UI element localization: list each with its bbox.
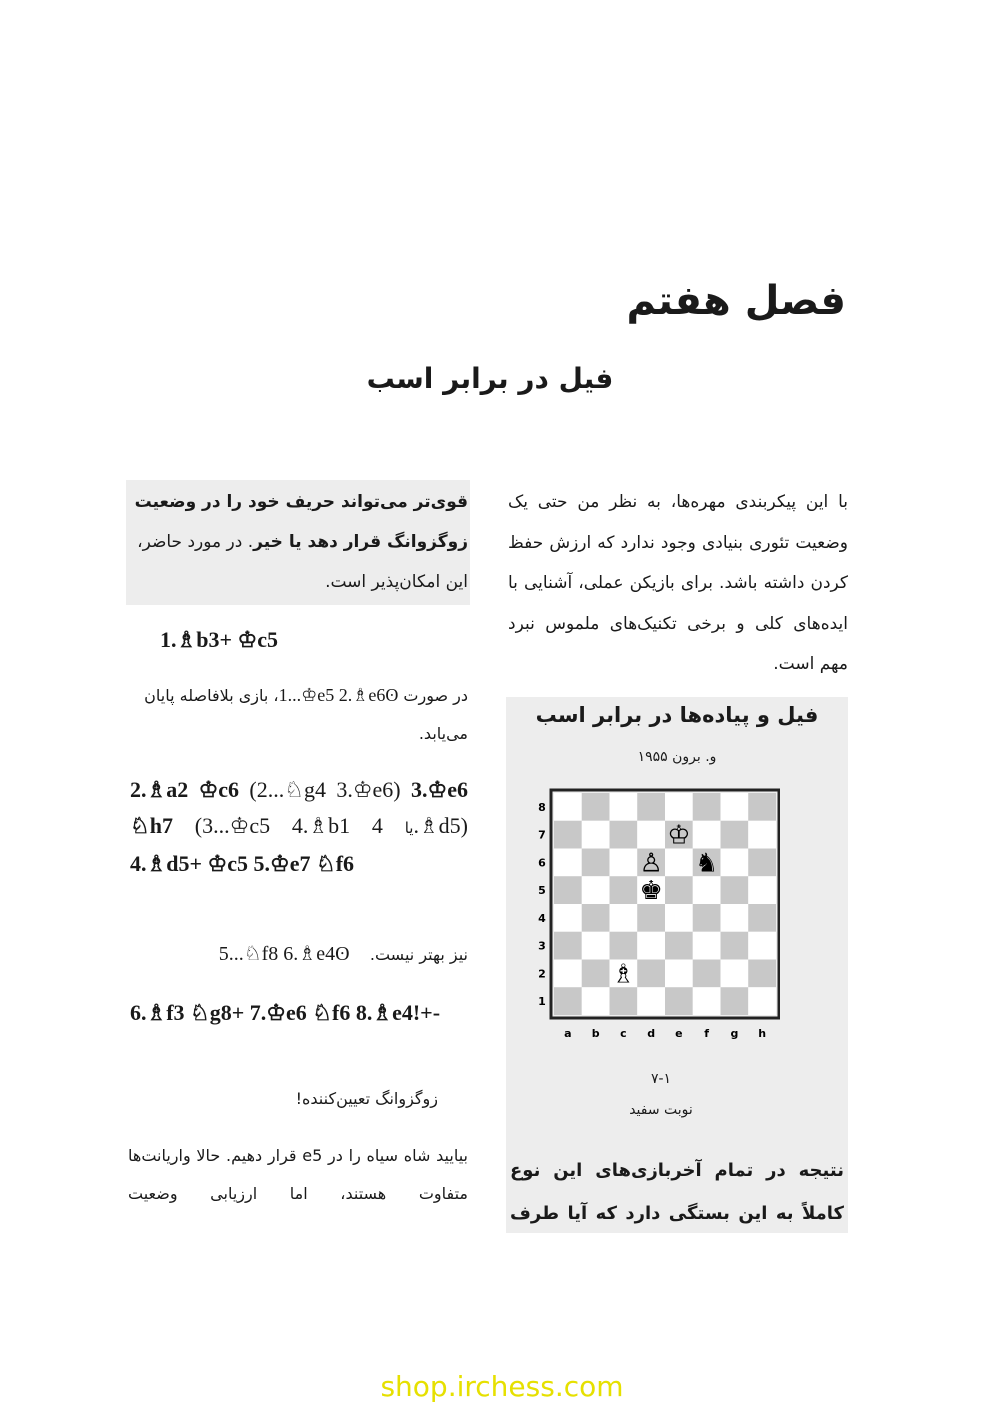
board-square (665, 960, 693, 988)
board-square (693, 793, 721, 821)
rank-label: 8 (538, 800, 546, 814)
chapter-subtitle: فیل در برابر اسب (366, 362, 614, 395)
rank-label: 7 (538, 828, 546, 842)
board-square (610, 876, 638, 904)
file-label: d (647, 1027, 656, 1040)
board-square (665, 987, 693, 1015)
board-square (637, 904, 665, 932)
board-square (748, 821, 776, 849)
question-box (126, 480, 470, 605)
board-square (665, 932, 693, 960)
board-square (693, 876, 721, 904)
board-square (554, 821, 582, 849)
file-label: e (675, 1027, 683, 1040)
board-square (693, 987, 721, 1015)
rank-label: 3 (538, 939, 546, 953)
board-square (582, 987, 610, 1015)
board-square (637, 960, 665, 988)
note-1 (128, 676, 468, 753)
move-2g: 4.♗d5+ ♔c5 5.♔e7 ♘f6 (130, 851, 355, 876)
rank-label: 2 (538, 967, 546, 981)
file-label: b (591, 1027, 600, 1040)
note-1-prefix: در صورت (403, 686, 468, 705)
file-label: g (730, 1027, 739, 1040)
board-square (693, 932, 721, 960)
board-square (610, 793, 638, 821)
board-square (748, 904, 776, 932)
white-pawn-piece: ♙ (639, 848, 663, 879)
file-label: a (564, 1027, 572, 1040)
note-1-suffix: ، بازی بلافاصله پایان می‌یابد. (144, 686, 468, 743)
rank-label: 1 (538, 995, 546, 1009)
board-square (554, 793, 582, 821)
diagram-source: و. برون ۱۹۵۵ (637, 749, 717, 765)
question-bold: قوی‌تر می‌تواند حریف خود را در وضعیت زوگزوانگ قرار دهد یا خیر (134, 492, 468, 552)
board-square (582, 793, 610, 821)
diagram-caption: نوبت سفید (629, 1102, 693, 1118)
board-square (610, 849, 638, 877)
white-king-piece: ♔ (667, 820, 691, 851)
move-line-2 (130, 772, 468, 882)
board-square (748, 960, 776, 988)
board-square (610, 987, 638, 1015)
move-line-1: 1.♗b3+ ♔c5 (160, 627, 278, 652)
board-square (637, 987, 665, 1015)
board-square (554, 987, 582, 1015)
note-2-moves: 5...♘f8 6.♗e4ʘ (218, 943, 350, 965)
board-square (721, 793, 749, 821)
note-2 (160, 935, 468, 974)
board-square (554, 932, 582, 960)
board-square (610, 932, 638, 960)
board-square (721, 960, 749, 988)
board-square (721, 904, 749, 932)
board-square (554, 904, 582, 932)
white-bishop-piece: ♗ (611, 959, 636, 990)
rank-label: 6 (538, 856, 546, 870)
move-2a: 2.♗a2 ♔c6 (130, 777, 240, 802)
board-squares (554, 793, 776, 1015)
move-line-3: 6.♗f3 ♘g8+ 7.♔e6 ♘f6 8.♗e4!+- (130, 1000, 441, 1025)
board-square (637, 932, 665, 960)
board-square (582, 876, 610, 904)
board-square (637, 793, 665, 821)
board-square (554, 960, 582, 988)
board-square (748, 987, 776, 1015)
board-square (554, 849, 582, 877)
diagram-box (506, 697, 848, 1233)
diagram-note: نتیجه در تمام آخربازی‌های این نوع کاملاً به این بستگی دارد که آیا طرف (510, 1160, 844, 1224)
watermark: shop.irchess.com (380, 1370, 624, 1403)
chess-board (518, 785, 780, 1047)
move-2d: (3...♔c5 4.♗b1 (194, 813, 351, 838)
note-3: زوگزوانگ تعیین‌کننده! (295, 1089, 438, 1108)
board-square (721, 987, 749, 1015)
board-square (721, 849, 749, 877)
question-text (132, 482, 468, 602)
intro-paragraph: با این پیکربندی مهره‌ها، به نظر من حتی یک وضعیت تئوری بنیادی وجود ندارد که ارزش حفظ کردن داشته باشد. برای بازیکن عملی، آشنایی با ایده‌های کلی و برخی تکنیک‌های ملموس نبرد مهم است. (508, 492, 848, 674)
diagram-title: فیل و پیاده‌ها در برابر اسب (535, 703, 819, 727)
rank-label: 5 (538, 884, 546, 898)
board-square (582, 960, 610, 988)
diagram-number: ۷-۱ (650, 1071, 672, 1087)
board-square (665, 849, 693, 877)
board-square (665, 876, 693, 904)
note-2-text: نیز بهتر نیست. (369, 945, 468, 964)
board-square (748, 876, 776, 904)
move-2f: 4.♗d5) (371, 813, 469, 838)
rank-label: 4 (538, 911, 546, 925)
move-2c: 3.♔e6 ♘h7 (130, 777, 468, 838)
board-square (554, 876, 582, 904)
board-square (748, 793, 776, 821)
chapter-title: فصل هفتم (626, 278, 846, 324)
file-label: h (758, 1027, 767, 1040)
black-knight-piece: ♞ (694, 848, 719, 879)
board-square (637, 821, 665, 849)
board-square (665, 793, 693, 821)
board-square (693, 821, 721, 849)
board-square (693, 960, 721, 988)
board-square (665, 904, 693, 932)
board-square (721, 876, 749, 904)
file-label: f (704, 1027, 710, 1040)
note-4: بیایید شاه سیاه را در e5 قرار دهیم. حالا واریانت‌ها متفاوت هستند، اما ارزیابی وضعیت (128, 1146, 468, 1203)
file-label: c (620, 1027, 627, 1040)
question-rest: . در مورد حاضر، این امکان‌پذیر است. (137, 532, 468, 592)
board-square (721, 821, 749, 849)
board-square (693, 904, 721, 932)
board-square (582, 904, 610, 932)
board-square (748, 849, 776, 877)
note-1-moves: 1...♔e5 2.♗e6ʘ (278, 685, 399, 705)
board-square (582, 849, 610, 877)
board-square (610, 821, 638, 849)
board-square (582, 932, 610, 960)
board-square (721, 932, 749, 960)
move-2b: (2...♘g4 3.♔e6) (249, 777, 401, 802)
black-king-piece: ♚ (639, 876, 663, 907)
board-square (582, 821, 610, 849)
board-square (748, 932, 776, 960)
board-square (610, 904, 638, 932)
move-2e: یا (404, 819, 414, 837)
